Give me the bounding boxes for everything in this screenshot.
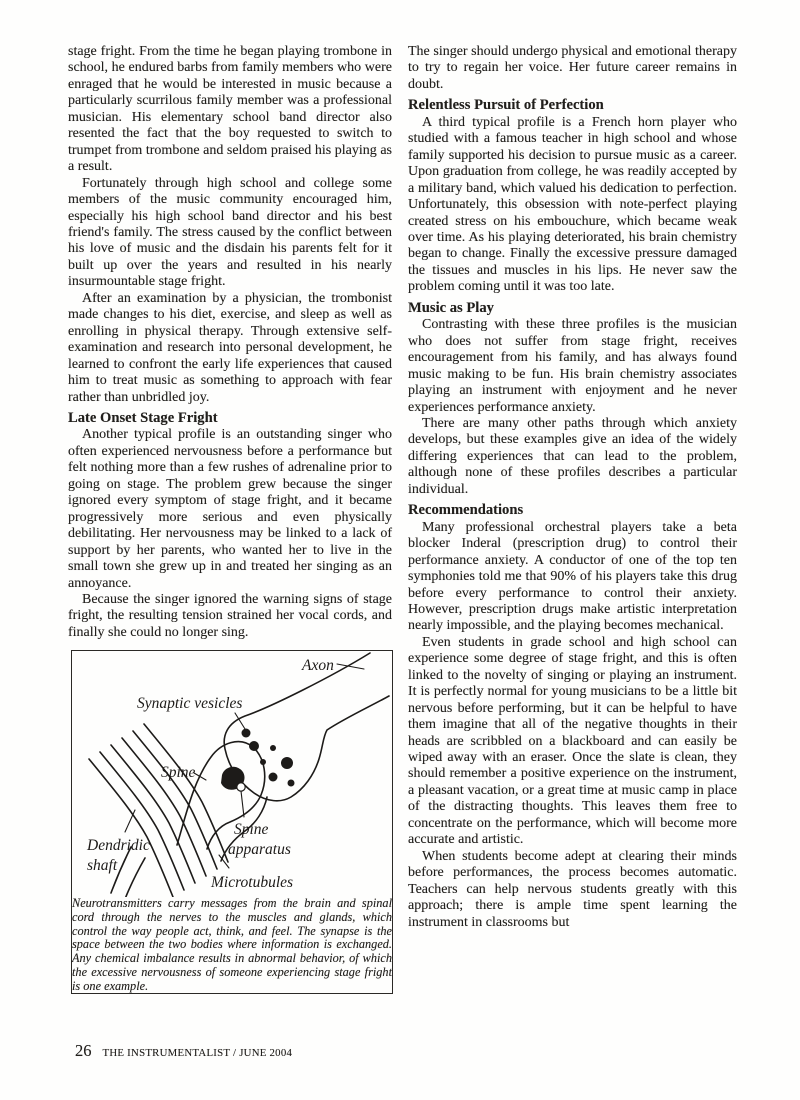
synaptic-vesicles-dots bbox=[242, 729, 295, 787]
spine-apparatus-label-line2: apparatus bbox=[228, 841, 291, 859]
dendridic-shaft-label-line2: shaft bbox=[87, 857, 118, 875]
paragraph: After an examination by a physician, the trombonist made changes to his diet, exercise, and sleep as well as enrolling in physical therapy. Through extensive self-examination and research into personal development, he learned to confront the early life experiences that caused him to treat music as something to approach with fear rather than unbridled joy. bbox=[68, 290, 392, 405]
paragraph: Even students in grade school and high school can experience some degree of stage fright, and this is often linked to the novelty of singing or playing an instrument. It is perfectly normal for young musicians to be a little bit nervous before performing, but it can be helpful to have them imagine that all of the negative thoughts in their heads are scribbled on a blackboard and can easily be wiped away with an eraser. Once the slate is clean, they should remember a positive experience on the instrument, a pleasant vacation, or a great time at music camp in place of the distracting thoughts. This leaves them free to concentrate on the performance, which will become more accurate and artistic. bbox=[408, 634, 737, 848]
axon-outline bbox=[224, 653, 389, 801]
paragraph: There are many other paths through which anxiety develops, but these examples give an idea of the widely differing experiences that can lead to the problem, although none of these profiles describes a particular individual. bbox=[408, 415, 737, 497]
synaptic-vesicle-dot bbox=[242, 729, 251, 738]
microtubules-label: Microtubules bbox=[211, 874, 294, 892]
synaptic-vesicle-dot bbox=[270, 745, 276, 751]
page-number: 26 bbox=[75, 1041, 92, 1060]
section-heading: Music as Play bbox=[408, 299, 494, 316]
synapse-diagram bbox=[73, 651, 391, 897]
left-column-text bbox=[68, 44, 392, 641]
synaptic-vesicles-label: Synaptic vesicles bbox=[137, 695, 243, 713]
paragraph: stage fright. From the time he began playing trombone in school, he endured barbs from family members who were enraged that he would be interested in music because a particularly scurrilous family member was a professional musician. His elementary school band director also resented the fact that the boy requested to switch to trumpet from trombone and seldom praised his playing as a result. bbox=[68, 44, 392, 175]
paragraph: Because the singer ignored the warning signs of stage fright, the resulting tension strained her vocal cords, and finally she could no longer sing. bbox=[68, 591, 392, 640]
paragraph: A third typical profile is a French horn player who studied with a famous teacher in high school and whose family supported his decision to pursue music as a career. Upon graduation from college, he was readily accepted by a military band, which valued his dedication to perfection. Unfortunately, this obsession with note-perfect playing created stress on his embouchure, which became weak over time. As his playing deteriorated, his brain chemistry began to change. Finally the excessive pressure damaged the tissues and muscles in his lips. He never saw the problem coming until it was too late. bbox=[408, 114, 737, 295]
page-footer bbox=[75, 1041, 292, 1061]
paragraph: Fortunately through high school and college some members of the music community encouraged him, especially his high school band director and his best friend's family. The stress caused by the conflict between his love of music and the disdain his parents felt for it built up over the years and resulted in his nearly insurmountable stage fright. bbox=[68, 175, 392, 290]
paragraph: Contrasting with these three profiles is the musician who does not suffer from stage fright, receives encouragement from his family, and has always found music making to be fun. His brain chemistry associates playing an instrument with enjoyment and he never experiences performance anxiety. bbox=[408, 317, 737, 415]
synaptic-vesicle-dot bbox=[269, 773, 278, 782]
right-column-text bbox=[408, 44, 737, 931]
spine-apparatus-label-line1: Spine bbox=[234, 821, 269, 839]
section-heading: Late Onset Stage Fright bbox=[68, 409, 218, 426]
spine-label: Spine bbox=[161, 764, 196, 782]
paragraph: The singer should undergo physical and emotional therapy to try to regain her voice. Her future career remains in doubt. bbox=[408, 44, 737, 92]
paragraph: Another typical profile is an outstanding singer who often experienced nervousness before a performance but felt nothing more than a few rushes of adrenaline prior to going on stage. The problem grew because the singer ignored every symptom of stage fright, and it became progressively more serious and even physically debilitating. Her nervousness may be linked to a lack of support by her parents, who wanted her to live in the small town she grew up in and treated her singing as an annoyance. bbox=[68, 427, 392, 591]
left-column bbox=[68, 44, 392, 994]
synaptic-vesicle-dot bbox=[281, 757, 293, 769]
synaptic-vesicle-dot bbox=[288, 780, 295, 787]
dendridic-shaft-pointer-line bbox=[125, 810, 135, 832]
section-heading: Relentless Pursuit of Perfection bbox=[408, 97, 604, 114]
right-column bbox=[408, 44, 737, 931]
paragraph: Many professional orchestral players take a beta blocker Inderal (prescription drug) to control their performance anxiety. A conductor of one of the top ten symphonies told me that 90% of his players take this drug before every performance to control their anxiety. However, prescription drugs make artistic interpretation nearly impossible, and the playing becomes mechanical. bbox=[408, 519, 737, 634]
spine-apparatus-circle bbox=[237, 783, 245, 791]
spine-apparatus-pointer-line bbox=[241, 791, 244, 817]
figure-caption: Neurotransmitters carry messages from the brain and spinal cord through the nerves to the muscles and glands, which control the way people act, think, and feel. The synapse is the space between the two bodies where information is exchanged. Any chemical imbalance results in abnormal behavior, of which the excessive nervousness of someone experiencing stage fright is one example. bbox=[72, 896, 392, 993]
axon-label: Axon bbox=[302, 657, 334, 675]
journal-name: THE INSTRUMENTALIST / JUNE 2004 bbox=[102, 1047, 293, 1059]
paragraph: When students become adept at clearing their minds before performances, the process becomes automatic. Teachers can help nervous students greatly with this approach; there is ample time spent learning the instrument in classrooms but bbox=[408, 848, 737, 930]
synapse-figure bbox=[71, 650, 393, 994]
dendridic-shaft-label-line1: Dendridic bbox=[87, 837, 150, 855]
section-heading: Recommendations bbox=[408, 502, 524, 519]
